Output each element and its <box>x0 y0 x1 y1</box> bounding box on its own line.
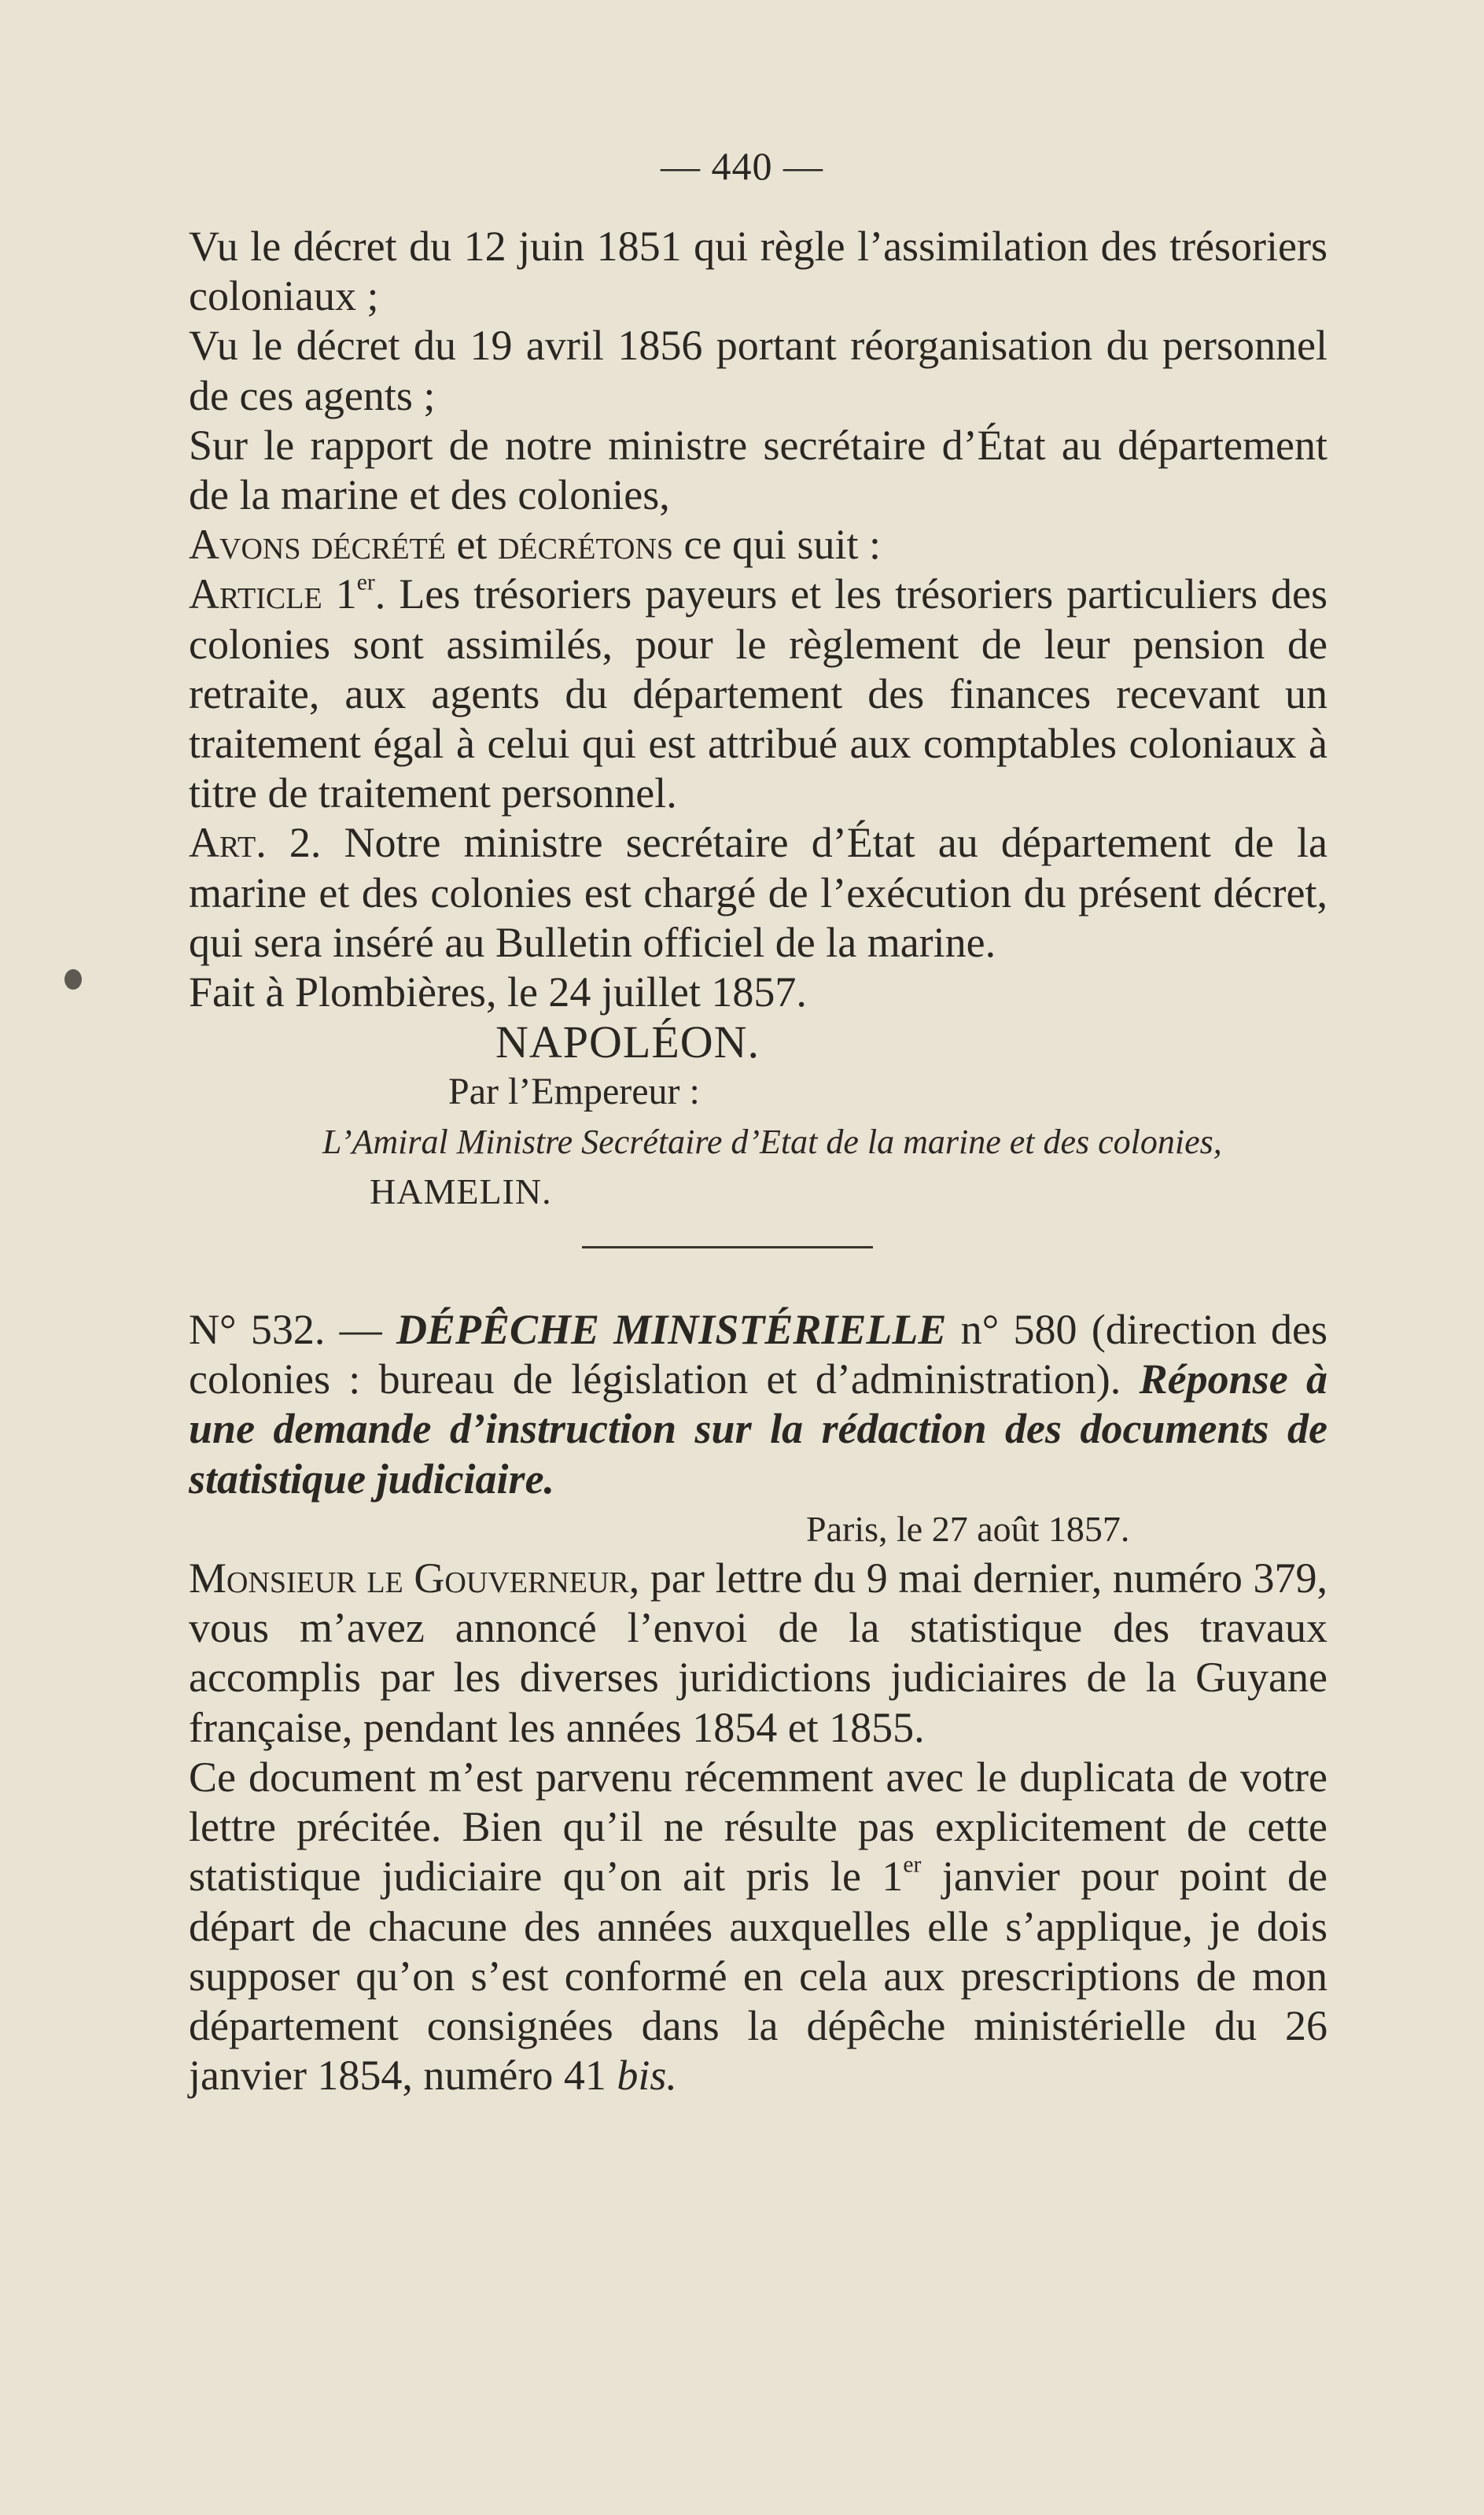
dateline: Paris, le 27 août 1857. <box>806 1508 1130 1549</box>
signature-hamelin: HAMELIN. <box>370 1171 552 1211</box>
salutation: Monsieur le Gouverneur, <box>189 1554 640 1602</box>
paragraph-decret-1851: Vu le décret du 12 juin 1851 qui règle l’assimilation des trésoriers coloniaux ; <box>189 223 1327 320</box>
paragraph-avons-decrete: Avons décrété et décrétons ce qui suit : <box>189 521 882 569</box>
ink-spot <box>64 969 82 990</box>
section-number: N° 532. — <box>189 1306 382 1354</box>
par-lempereur: Par l’Empereur : <box>448 1071 700 1113</box>
decretons-label: décrétons <box>497 521 674 569</box>
section-title: DÉPÊCHE MINISTÉRIELLE <box>396 1306 947 1354</box>
letter-paragraph-2: Ce document m’est parvenu récemment avec le duplicata de votre lettre précitée. Bien qu’il ne résulte pas explicitement de cette statistique judiciaire qu’on ait pris le 1er janvier pour point de départ de chacune des années auxquelles elle s’applique, je dois supposer qu’on s’est conformé en cela aux prescriptions de mon département consignées dans la dépêche ministérielle du 26 janvier 1854, numéro 41 bis. <box>189 1753 1327 2100</box>
paragraph-article-2: Art. 2. Notre ministre secrétaire d’État au département de la marine et des colonies est chargé de l’exécution du présent décret, qui sera inséré au Bulletin officiel de la marine. <box>189 819 1327 966</box>
paragraph-rapport: Sur le rapport de notre ministre secrétaire d’État au département de la marine et des colonies, <box>189 421 1327 519</box>
paragraph-article-1: Article 1er. Les trésoriers payeurs et les trésoriers particuliers des colonies sont assimilés, pour le règlement de leur pension de retraite, aux agents du département des finances recevant un traitement égal à celui qui est attribué aux comptables coloniaux à titre de traitement personnel. <box>189 570 1327 817</box>
bis-text: bis. <box>617 2052 677 2100</box>
signature-napoleon: NAPOLÉON. <box>495 1016 760 1068</box>
avons-label: Avons <box>189 521 301 569</box>
article-1-label: Article 1 <box>189 570 357 618</box>
page-number: — 440 — <box>661 144 823 188</box>
section-divider <box>582 1246 873 1248</box>
amiral-line: L’Amiral Ministre Secrétaire d’Etat de la marine et des colonies, <box>322 1122 1222 1161</box>
decrete-label: décrété <box>311 521 446 569</box>
article-2-label: Art. 2. <box>189 819 322 867</box>
paragraph-decret-1856: Vu le décret du 19 avril 1856 portant réorganisation du personnel de ces agents ; <box>189 322 1327 419</box>
section-reference: n° 580 (direction des colonies : bureau de législation et d’administration). <box>189 1306 1327 1403</box>
letter-paragraph-1: Monsieur le Gouverneur, par lettre du 9 mai dernier, numéro 379, vous m’avez annoncé l’envoi de la statistique des travaux accomplis par les diverses juridictions judiciaires de la Guyane française, pendant les années 1854 et 1855. <box>189 1554 1328 1751</box>
paragraph-fait: Fait à Plombières, le 24 juillet 1857. <box>189 968 807 1016</box>
section-subject: Réponse à une demande d’instruction sur la rédaction des documents de statistique judiciaire. <box>189 1355 1328 1503</box>
page-body <box>189 222 1327 2100</box>
section-heading <box>189 1305 1327 1504</box>
